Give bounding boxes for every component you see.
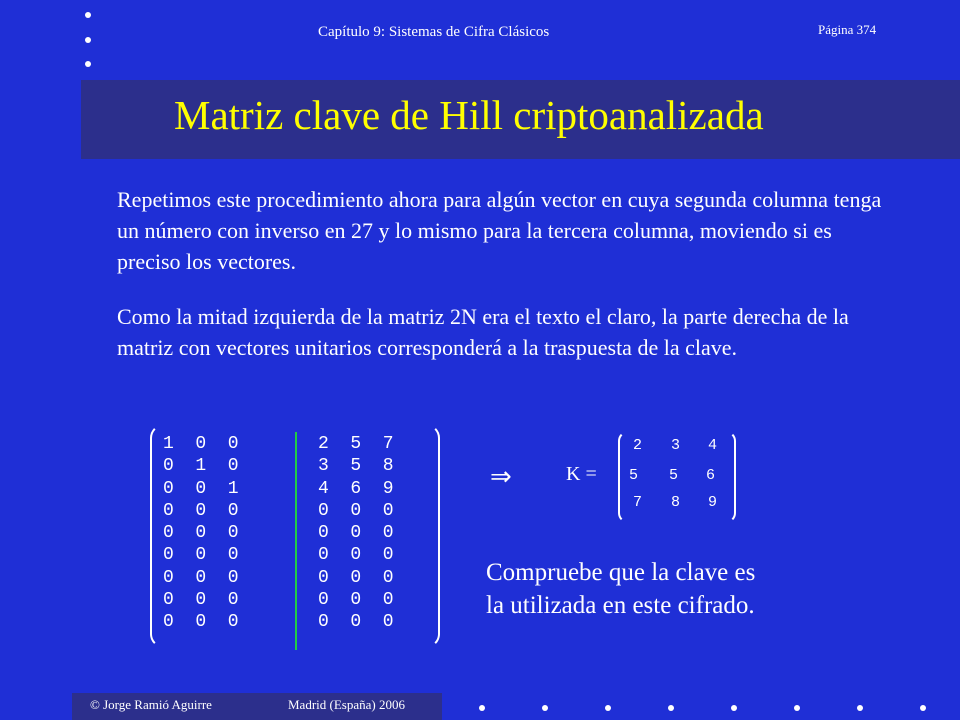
key-cell: 3 (671, 437, 681, 454)
key-cell: 2 (633, 437, 643, 454)
key-cell: 8 (671, 494, 681, 511)
key-label: K = (566, 463, 597, 485)
decorative-dot (857, 705, 863, 711)
decorative-dot (605, 705, 611, 711)
decorative-dot (479, 705, 485, 711)
paragraph-1: Repetimos este procedimiento ahora para algún vector en cuya segunda columna tenga un número con inverso en 27 y lo mismo para la tercera columna, moviendo si es preciso los vectores. (117, 187, 882, 274)
key-cell: 5 (629, 467, 639, 484)
decorative-dot (668, 705, 674, 711)
decorative-dot (794, 705, 800, 711)
key-cell: 6 (706, 467, 716, 484)
slide-title: Matriz clave de Hill criptoanalizada (174, 92, 764, 138)
key-right-paren (724, 431, 736, 523)
matrix-divider (295, 432, 297, 650)
key-cell: 4 (708, 437, 718, 454)
implies-arrow: ⇒ (490, 462, 512, 491)
decorative-dot (731, 705, 737, 711)
decorative-dot (85, 12, 91, 18)
matrix-right-half: 2 5 7 3 5 8 4 6 9 0 0 0 0 0 0 0 0 0 0 0 0 0 0 0 0 0 0 (318, 434, 394, 633)
page-number: Página 374 (818, 22, 877, 37)
decorative-dot (85, 61, 91, 67)
chapter-title: Capítulo 9: Sistemas de Cifra Clásicos (318, 24, 550, 40)
key-cell: 5 (669, 467, 679, 484)
decorative-dot (85, 37, 91, 43)
key-cell: 7 (633, 494, 643, 511)
key-cell: 9 (708, 494, 718, 511)
matrix-right-paren (424, 424, 440, 648)
paragraph-2: Como la mitad izquierda de la matriz 2N era el texto el claro, la parte derecha de la matriz con vectores unitarios corresponderá a la traspuesta de la clave. (117, 304, 849, 360)
verification-note: Compruebe que la clave es la utilizada en este cifrado. (486, 559, 756, 619)
decorative-dot (920, 705, 926, 711)
decorative-dot (542, 705, 548, 711)
matrix-left-half: 1 0 0 0 1 0 0 0 1 0 0 0 0 0 0 0 0 0 0 0 0 0 0 0 0 0 0 (163, 434, 239, 633)
footer-copyright: © Jorge Ramió Aguirre (90, 697, 212, 712)
footer-place: Madrid (España) 2006 (288, 697, 405, 712)
